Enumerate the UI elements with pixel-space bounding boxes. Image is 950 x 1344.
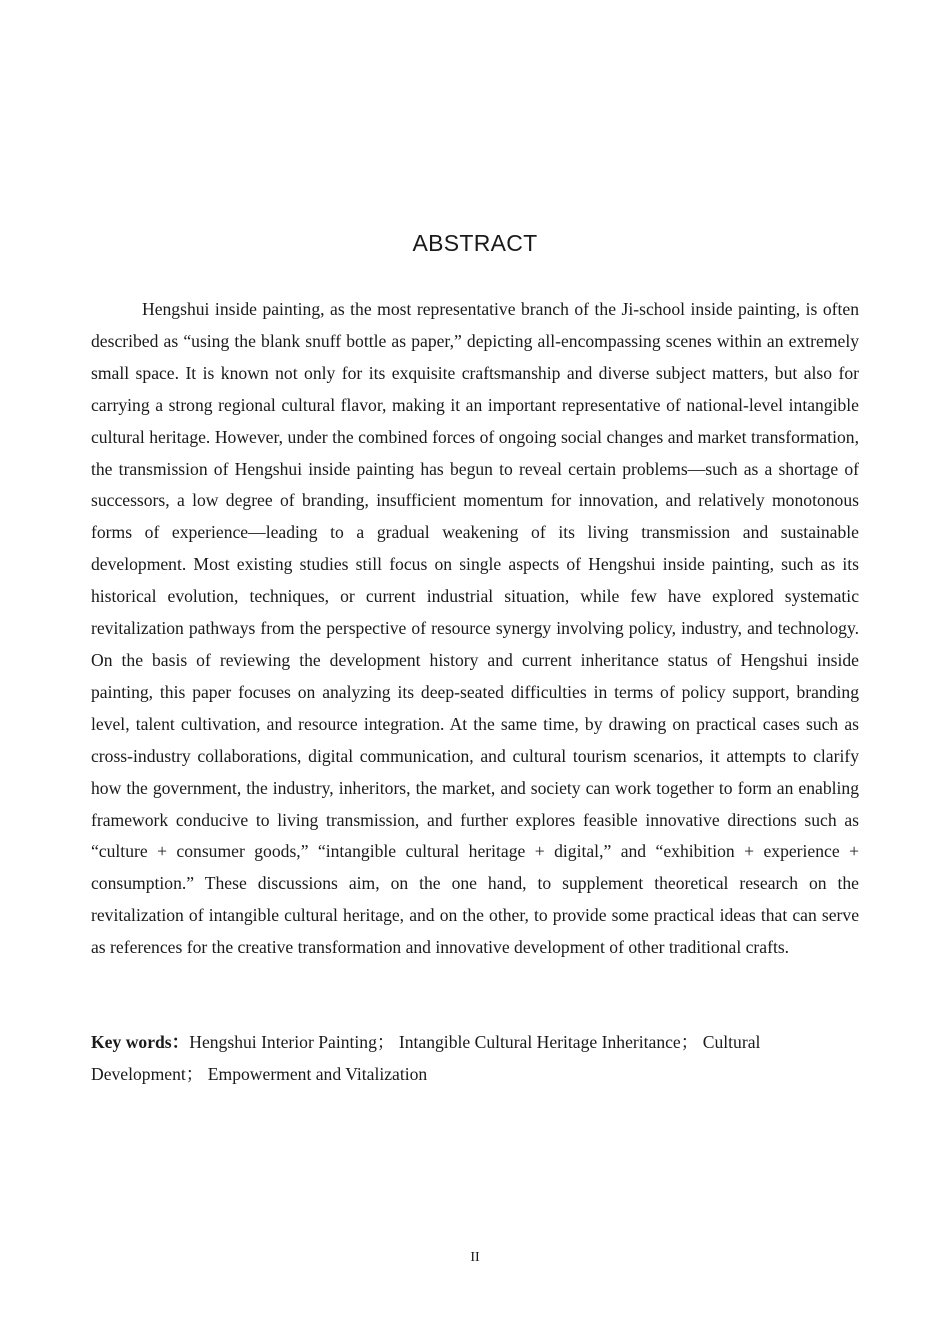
keywords-label: Key words： — [91, 1032, 190, 1052]
abstract-title: ABSTRACT — [412, 230, 538, 256]
abstract-body-paragraph: Hengshui inside painting, as the most representative branch of the Ji-school inside painting, is often described as “using the blank snuff bottle as paper,” depicting all-encompassing scenes within an extremely small space. It is known not only for its exquisite craftsmanship and diverse subject matters, but also for carrying a strong regional cultural flavor, making it an important representative of national-level intangible cultural heritage. However, under the combined forces of ongoing social changes and market transformation, the transmission of Hengshui inside painting has begun to reveal certain problems—such as a shortage of successors, a low degree of branding, insufficient momentum for innovation, and relatively monotonous forms of experience—leading to a gradual weakening of its living transmission and sustainable development. Most existing studies still focus on single aspects of Hengshui inside painting, such as its historical evolution, techniques, or current industrial situation, while few have explored systematic revitalization pathways from the perspective of resource synergy involving policy, industry, and technology. On the basis of reviewing the development history and current inheritance status of Hengshui inside painting, this paper focuses on analyzing its deep-seated difficulties in terms of policy support, branding level, talent cultivation, and resource integration. At the same time, by drawing on practical cases such as cross-industry collaborations, digital communication, and cultural tourism scenarios, it attempts to clarify how the government, the industry, inheritors, the market, and society can work together to form an enabling framework conducive to living transmission, and further explores feasible innovative directions such as “culture + consumer goods,” “intangible cultural heritage + digital,” and “exhibition + experience + consumption.” These discussions aim, on the one hand, to supplement theoretical research on the revitalization of intangible cultural heritage, and on the other, to provide some practical ideas that can serve as references for the creative transformation and innovative development of other traditional crafts. — [91, 299, 859, 958]
keywords-list: Hengshui Interior Painting； Intangible Cultural Heritage Inheritance； Cultural Development； Empowerment and Vitalization — [91, 1032, 761, 1084]
page-number: II — [470, 1250, 480, 1265]
keywords-paragraph — [91, 1027, 859, 1091]
